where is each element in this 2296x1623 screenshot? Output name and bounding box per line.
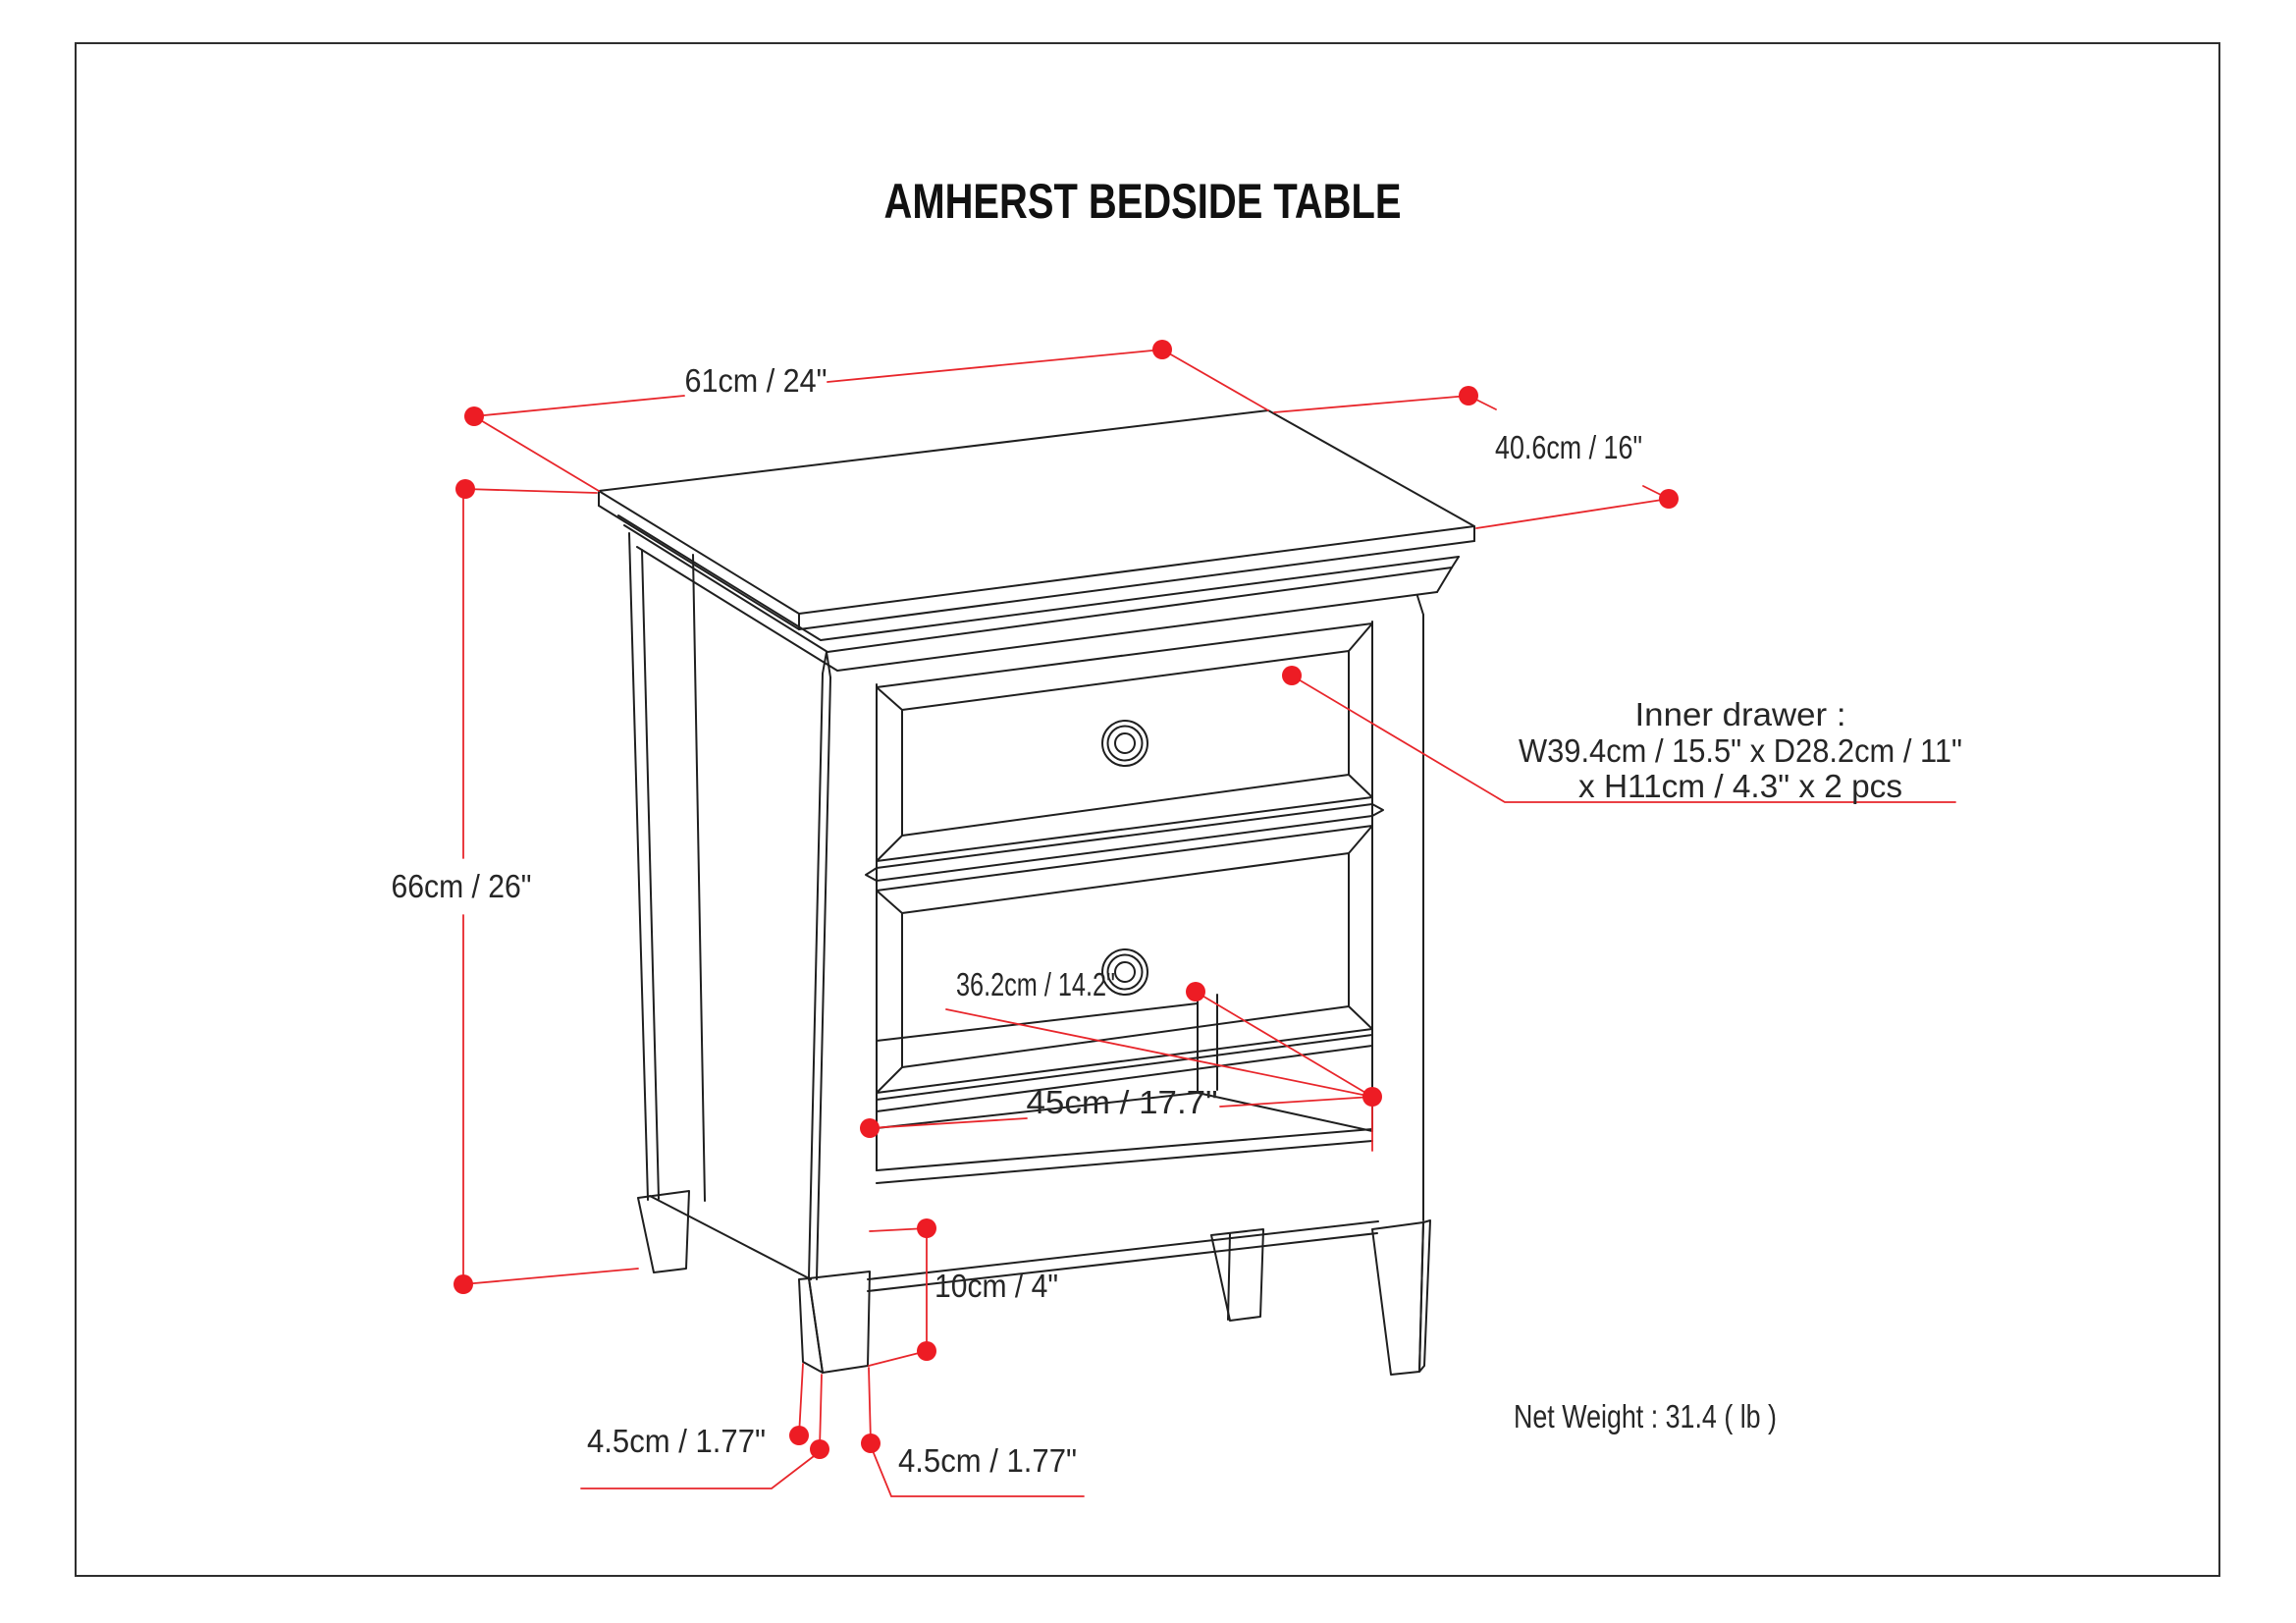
dimension-label-height: 66cm / 26" xyxy=(391,868,532,904)
tabletop xyxy=(599,410,1474,629)
drawer-knob xyxy=(1102,721,1148,766)
dimension-label-depth: 40.6cm / 16" xyxy=(1495,429,1642,465)
dimension-lines xyxy=(463,350,1955,1496)
inner-drawer-note xyxy=(1519,696,1962,804)
inner-drawer-note-line3: x H11cm / 4.3" x 2 pcs xyxy=(1578,768,1902,804)
page-title: AMHERST BEDSIDE TABLE xyxy=(883,174,1402,229)
dimension-label-width: 61cm / 24" xyxy=(684,362,828,399)
dimension-dots xyxy=(454,340,1679,1459)
dimension-label-clearance: 10cm / 4" xyxy=(934,1268,1058,1304)
mid-rail xyxy=(866,804,1383,881)
dimension-label-foot-left: 4.5cm / 1.77" xyxy=(587,1423,766,1459)
table-drawing xyxy=(599,410,1474,1375)
dimension-label-foot-right: 4.5cm / 1.77" xyxy=(898,1442,1077,1479)
dimension-label-shelf-width: 45cm / 17.7" xyxy=(1026,1084,1218,1120)
dimension-label-shelf-height: 36.2cm / 14.2" xyxy=(956,966,1115,1002)
inner-drawer-note-line2: W39.4cm / 15.5" x D28.2cm / 11" xyxy=(1519,732,1962,769)
crown-molding xyxy=(618,515,1459,671)
inner-drawer-note-line1: Inner drawer : xyxy=(1634,696,1846,732)
front-frame xyxy=(877,596,1423,1220)
net-weight-label: Net Weight : 31.4 ( lb ) xyxy=(1514,1398,1777,1434)
left-side-panel xyxy=(629,533,830,1279)
